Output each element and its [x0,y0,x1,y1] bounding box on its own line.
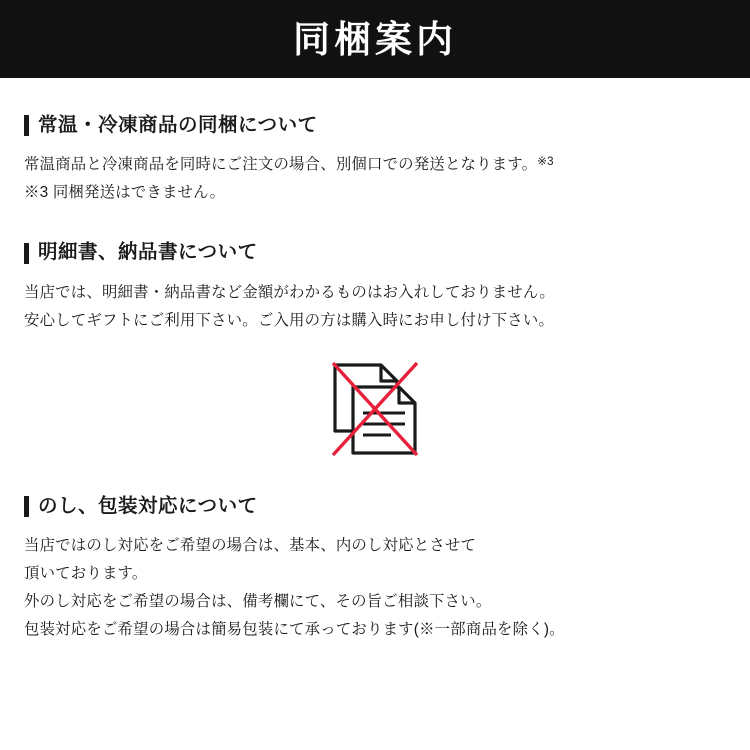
no-invoice-icon [319,353,431,465]
body-line-text: 常温商品と冷凍商品を同時にご注文の場合、別個口での発送となります。 [24,156,538,174]
heading-bar-icon [24,115,29,136]
body-line: 安心してギフトにご利用下さい。ご入用の方は購入時にお申し付け下さい。 [24,311,555,329]
section-heading [24,114,726,137]
section-invoice [24,241,726,464]
section-noshi-wrapping [24,495,726,645]
heading-bar-icon [24,496,29,517]
invoice-figure [24,353,726,465]
content-area [0,114,750,644]
section-body [24,532,726,644]
body-line [24,151,726,179]
section-frozen-packing [24,114,726,207]
body-line: 包装対応をご希望の場合は簡易包装にて承っております(※一部商品を除く)。 [24,621,565,639]
footnote-mark: ※3 [537,156,554,169]
body-line: 頂いております。 [24,565,148,583]
section-title: 常温・冷凍商品の同梱について [38,114,318,136]
page-header [0,0,750,78]
section-body [24,151,726,207]
body-line: 外のし対応をご希望の場合は、備考欄にて、その旨ご相談下さい。 [24,593,492,611]
page-title: 同梱案内 [293,18,457,60]
section-heading [24,241,726,264]
body-line: ※3 同梱発送はできません。 [24,184,226,202]
body-line: 当店では、明細書・納品書など金額がわかるものはお入れしておりません。 [24,283,556,301]
section-title: 明細書、納品書について [38,241,258,264]
section-title: のし、包装対応について [38,494,258,517]
section-heading [24,495,726,518]
heading-bar-icon [24,243,29,264]
section-body [24,279,726,335]
body-line: 当店ではのし対応をご希望の場合は、基本、内のし対応とさせて [24,537,477,555]
